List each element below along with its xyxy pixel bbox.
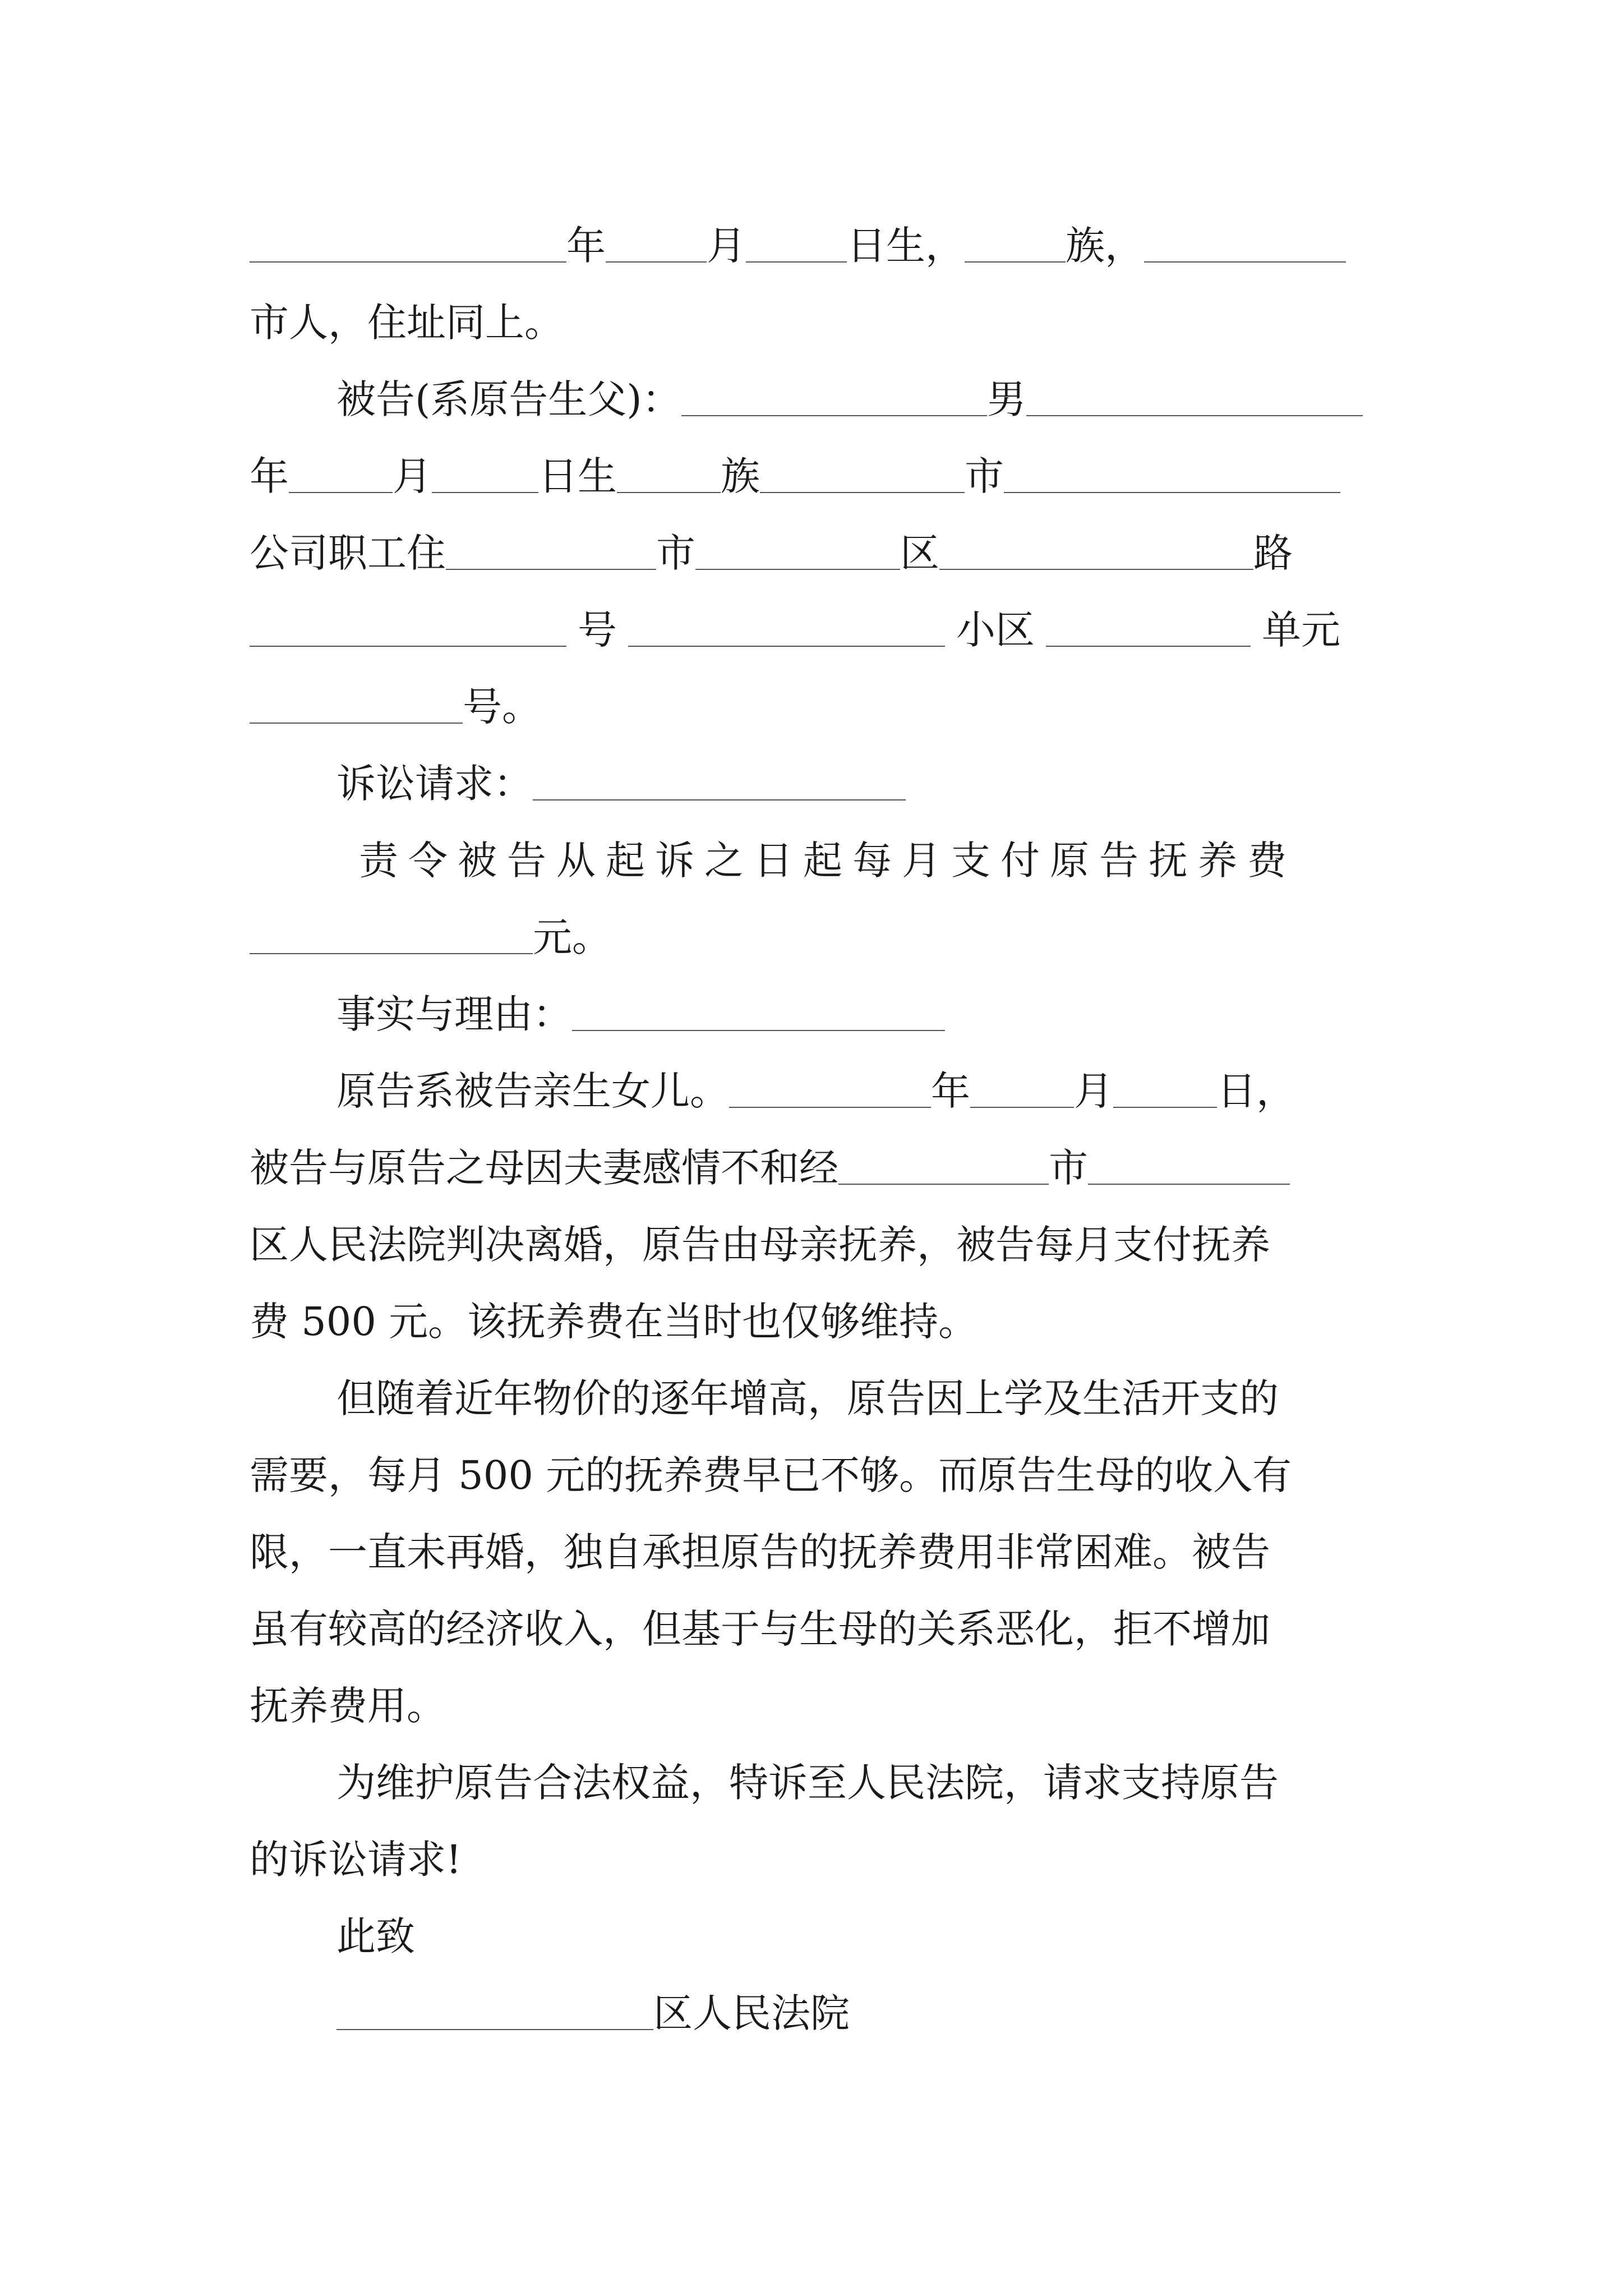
blank-field [1026,380,1363,416]
blank-field [628,611,945,647]
doc-text: 市人，住址同上。 [250,300,564,346]
doc-text: 此致 [336,1913,415,1959]
doc-text: 日生 [538,453,617,499]
doc-line [250,1140,1290,1196]
blank-field [681,380,987,416]
doc-line [250,1601,1270,1657]
doc-text: 区人民法院判决离婚，原告由母亲抚养，被告每月支付抚养 [250,1222,1270,1268]
blank-field [760,457,965,493]
doc-line [250,1447,1292,1503]
blank-field [1046,611,1251,647]
blank-field [250,918,533,954]
blank-field [970,1072,1074,1108]
doc-text: 月 [393,453,432,499]
doc-text: 虽有较高的经济收入，但基于与生母的关系恶化，拒不增加 [250,1606,1270,1652]
doc-line [250,1294,978,1350]
doc-line [250,679,541,735]
doc-text: 市 [656,530,695,576]
doc-text: 市 [965,453,1004,499]
blank-field [250,227,566,263]
doc-text: 区 [900,530,939,576]
blank-field [533,765,906,800]
doc-text: 市 [1049,1145,1088,1191]
doc-line [336,371,1363,427]
blank-field [606,227,707,263]
doc-line [250,1217,1270,1273]
doc-text: 的诉讼请求! [250,1837,462,1883]
doc-text: 族， [1066,223,1144,269]
doc-line [250,602,1340,658]
doc-line [250,448,1340,504]
doc-line [336,1370,1279,1427]
blank-field [939,534,1253,570]
blank-field [617,457,721,493]
doc-line [359,832,1297,889]
doc-text: 月 [1074,1068,1113,1114]
doc-text: 日， [1217,1068,1295,1114]
doc-line [336,986,945,1042]
blank-field [432,457,538,493]
blank-field [746,227,847,263]
blank-field [446,534,656,570]
blank-field [1144,227,1346,263]
doc-line [250,525,1293,581]
doc-text: 公司职工住 [250,530,446,576]
doc-line [336,756,906,812]
blank-field [1113,1072,1217,1108]
blank-field [965,227,1066,263]
doc-line [250,1678,446,1734]
doc-text: 但随着近年物价的逐年增高，原告因上学及生活开支的 [336,1375,1279,1421]
doc-text: 事实与理由： [336,991,572,1037]
doc-line [336,1985,850,2041]
doc-line [250,1524,1270,1580]
doc-text: 被告与原告之母因夫妻感情不和经 [250,1145,838,1191]
doc-text: 年 [931,1068,970,1114]
doc-text: 男 [986,376,1026,422]
blank-field [729,1072,931,1108]
doc-line [336,1755,1279,1811]
doc-text: 号 [578,607,617,653]
blank-field [250,611,566,647]
doc-text: 原告系被告亲生女儿。 [336,1068,729,1114]
blank-field [1004,457,1340,493]
doc-line [336,1063,1295,1119]
doc-line [336,1908,415,1964]
doc-text: 为维护原告合法权益，特诉至人民法院，请求支持原告 [336,1760,1279,1806]
blank-field [250,688,463,724]
blank-field [838,1149,1049,1185]
doc-text: 族 [721,453,760,499]
doc-text: 路 [1253,530,1293,576]
doc-text: 月 [707,223,746,269]
doc-text: 单元 [1262,607,1340,653]
doc-line [250,218,1346,274]
doc-text: 年 [566,223,606,269]
doc-text: 抚养费用。 [250,1683,446,1729]
doc-text: 小区 [956,607,1035,653]
doc-text: 需要，每月 500 元的抚养费早已不够。而原告生母的收入有 [250,1452,1292,1498]
doc-text: 被告(系原告生父)： [336,376,681,422]
doc-text: 费 500 元。该抚养费在当时也仅够维持。 [250,1299,978,1345]
doc-text: 区人民法院 [653,1990,850,2036]
doc-text: 限，一直未再婚，独自承担原告的抚养费用非常困难。被告 [250,1529,1270,1575]
blank-field [695,534,900,570]
doc-text: 号。 [463,684,541,730]
doc-line [250,909,611,965]
doc-line [250,295,564,351]
doc-text: 诉讼请求： [336,761,533,807]
blank-field [572,995,945,1031]
blank-field [336,1994,653,2030]
doc-text: 日生， [847,223,965,269]
doc-text: 责令被告从起诉之日起每月支付原告抚养费 [359,838,1297,884]
blank-field [1088,1149,1290,1185]
blank-field [289,457,393,493]
doc-line [250,1832,462,1888]
doc-text: 元。 [533,914,611,960]
doc-text: 年 [250,453,289,499]
